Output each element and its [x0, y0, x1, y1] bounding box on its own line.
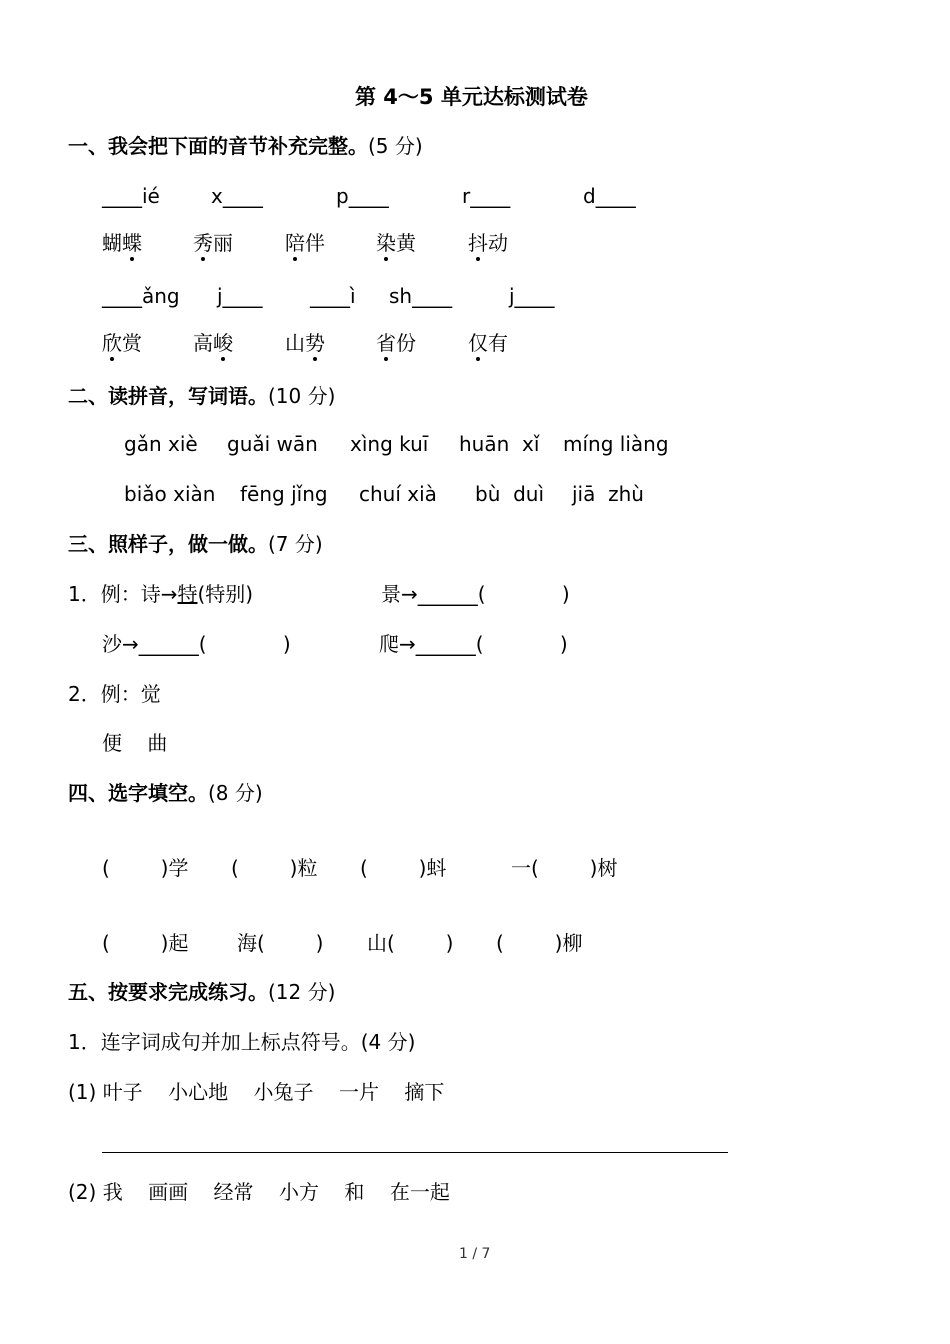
s1-word-1	[102, 233, 142, 253]
s1-syllable-5: d____	[583, 184, 636, 208]
s4-blank-8: ( )柳	[496, 931, 583, 955]
dotted-char: 抖	[468, 231, 488, 255]
s1-syllable-10: j____	[509, 284, 555, 308]
word-part: 蝴	[102, 231, 122, 255]
s1-word-5	[468, 233, 508, 253]
example-suffix: (特别)	[197, 582, 254, 606]
dotted-char: 染	[376, 231, 396, 255]
section-4-heading	[68, 783, 263, 803]
s2-pinyin-1: gǎn xiè	[124, 432, 198, 456]
word-part: 伴	[305, 231, 325, 255]
page-title: 第 4～5 单元达标测试卷	[355, 85, 588, 109]
s2-pinyin-9: bù duì	[475, 482, 545, 506]
word-part: 高	[193, 331, 213, 355]
s3-example-1	[68, 584, 253, 604]
s1-word-2	[193, 233, 233, 253]
word-part: 赏	[122, 331, 142, 355]
s4-blank-7: 山( )	[367, 931, 454, 955]
dotted-char: 蝶	[122, 231, 142, 255]
s1-word-8	[285, 333, 325, 353]
s1-syllable-8: ____ì	[310, 284, 356, 308]
answer-line	[102, 1152, 728, 1153]
dotted-char: 省	[376, 331, 396, 355]
s1-syllable-3: p____	[336, 184, 389, 208]
section-1-title: 一、我会把下面的音节补充完整。	[68, 134, 368, 158]
section-1-points: (5 分)	[368, 134, 423, 158]
section-5-points: (12 分)	[268, 980, 336, 1004]
s1-word-9	[376, 333, 416, 353]
s1-syllable-4: r____	[462, 184, 511, 208]
word-part: 份	[396, 331, 416, 355]
word-part: 丽	[213, 231, 233, 255]
s4-blank-1: ( )学	[102, 856, 189, 880]
s2-pinyin-6: biǎo xiàn	[124, 482, 216, 506]
section-5-heading	[68, 982, 335, 1002]
s1-word-3	[285, 233, 325, 253]
s1-word-4	[376, 233, 416, 253]
s4-blank-5: ( )起	[102, 931, 189, 955]
s2-pinyin-4: huān xǐ	[459, 432, 540, 456]
s2-pinyin-3: xìng kuī	[350, 432, 429, 456]
dotted-char: 欣	[102, 331, 122, 355]
dotted-char: 陪	[285, 231, 305, 255]
s2-pinyin-5: míng liàng	[563, 432, 669, 456]
section-3-points: (7 分)	[268, 532, 323, 556]
dotted-char: 峻	[213, 331, 233, 355]
word-part: 黄	[396, 231, 416, 255]
s3-example-2-chars: 便 曲	[102, 731, 168, 755]
page-number: 1 / 7	[459, 1246, 491, 1262]
s3-example-2: 2．例：觉	[68, 682, 161, 706]
s4-blank-3: ( )蚪	[360, 856, 447, 880]
dotted-char: 仅	[468, 331, 488, 355]
s2-pinyin-2: guǎi wān	[227, 432, 318, 456]
s1-word-10	[468, 333, 508, 353]
section-2-title: 二、读拼音，写词语。	[68, 384, 268, 408]
s1-syllable-6: ____ǎng	[102, 284, 180, 308]
s4-blank-2: ( )粒	[231, 856, 318, 880]
s3-question-2: 沙→______( )	[102, 632, 291, 656]
s5-question-2: (2) 我 画画 经常 小方 和 在一起	[68, 1180, 450, 1204]
dotted-char: 势	[305, 331, 325, 355]
section-2-points: (10 分)	[268, 384, 336, 408]
s2-pinyin-8: chuí xià	[359, 482, 437, 506]
s2-pinyin-7: fēng jǐng	[240, 482, 328, 506]
dotted-char: 秀	[193, 231, 213, 255]
s5-subheading-1: 1．连字词成句并加上标点符号。(4 分)	[68, 1030, 416, 1054]
section-4-title: 四、选字填空。	[68, 781, 208, 805]
s2-pinyin-10: jiā zhù	[572, 482, 644, 506]
s3-question-1: 景→______( )	[381, 582, 570, 606]
example-prefix: 1．例：诗→	[68, 582, 178, 606]
s1-syllable-1: ____ié	[102, 184, 160, 208]
section-5-title: 五、按要求完成练习。	[68, 980, 268, 1004]
s4-blank-4: 一( )树	[511, 856, 618, 880]
section-3-title: 三、照样子，做一做。	[68, 532, 268, 556]
s1-syllable-9: sh____	[389, 284, 453, 308]
section-2-heading	[68, 386, 335, 406]
s5-question-1: (1) 叶子 小心地 小兔子 一片 摘下	[68, 1080, 445, 1104]
section-3-heading	[68, 534, 323, 554]
s4-blank-6: 海( )	[237, 931, 324, 955]
section-1-heading	[68, 136, 423, 156]
word-part: 山	[285, 331, 305, 355]
example-char: 特	[177, 582, 198, 606]
s1-syllable-2: x____	[211, 184, 263, 208]
s1-word-6	[102, 333, 142, 353]
s1-syllable-7: j____	[217, 284, 263, 308]
word-part: 有	[488, 331, 508, 355]
s3-question-3: 爬→______( )	[379, 632, 568, 656]
s1-word-7	[193, 333, 233, 353]
word-part: 动	[488, 231, 508, 255]
section-4-points: (8 分)	[208, 781, 263, 805]
